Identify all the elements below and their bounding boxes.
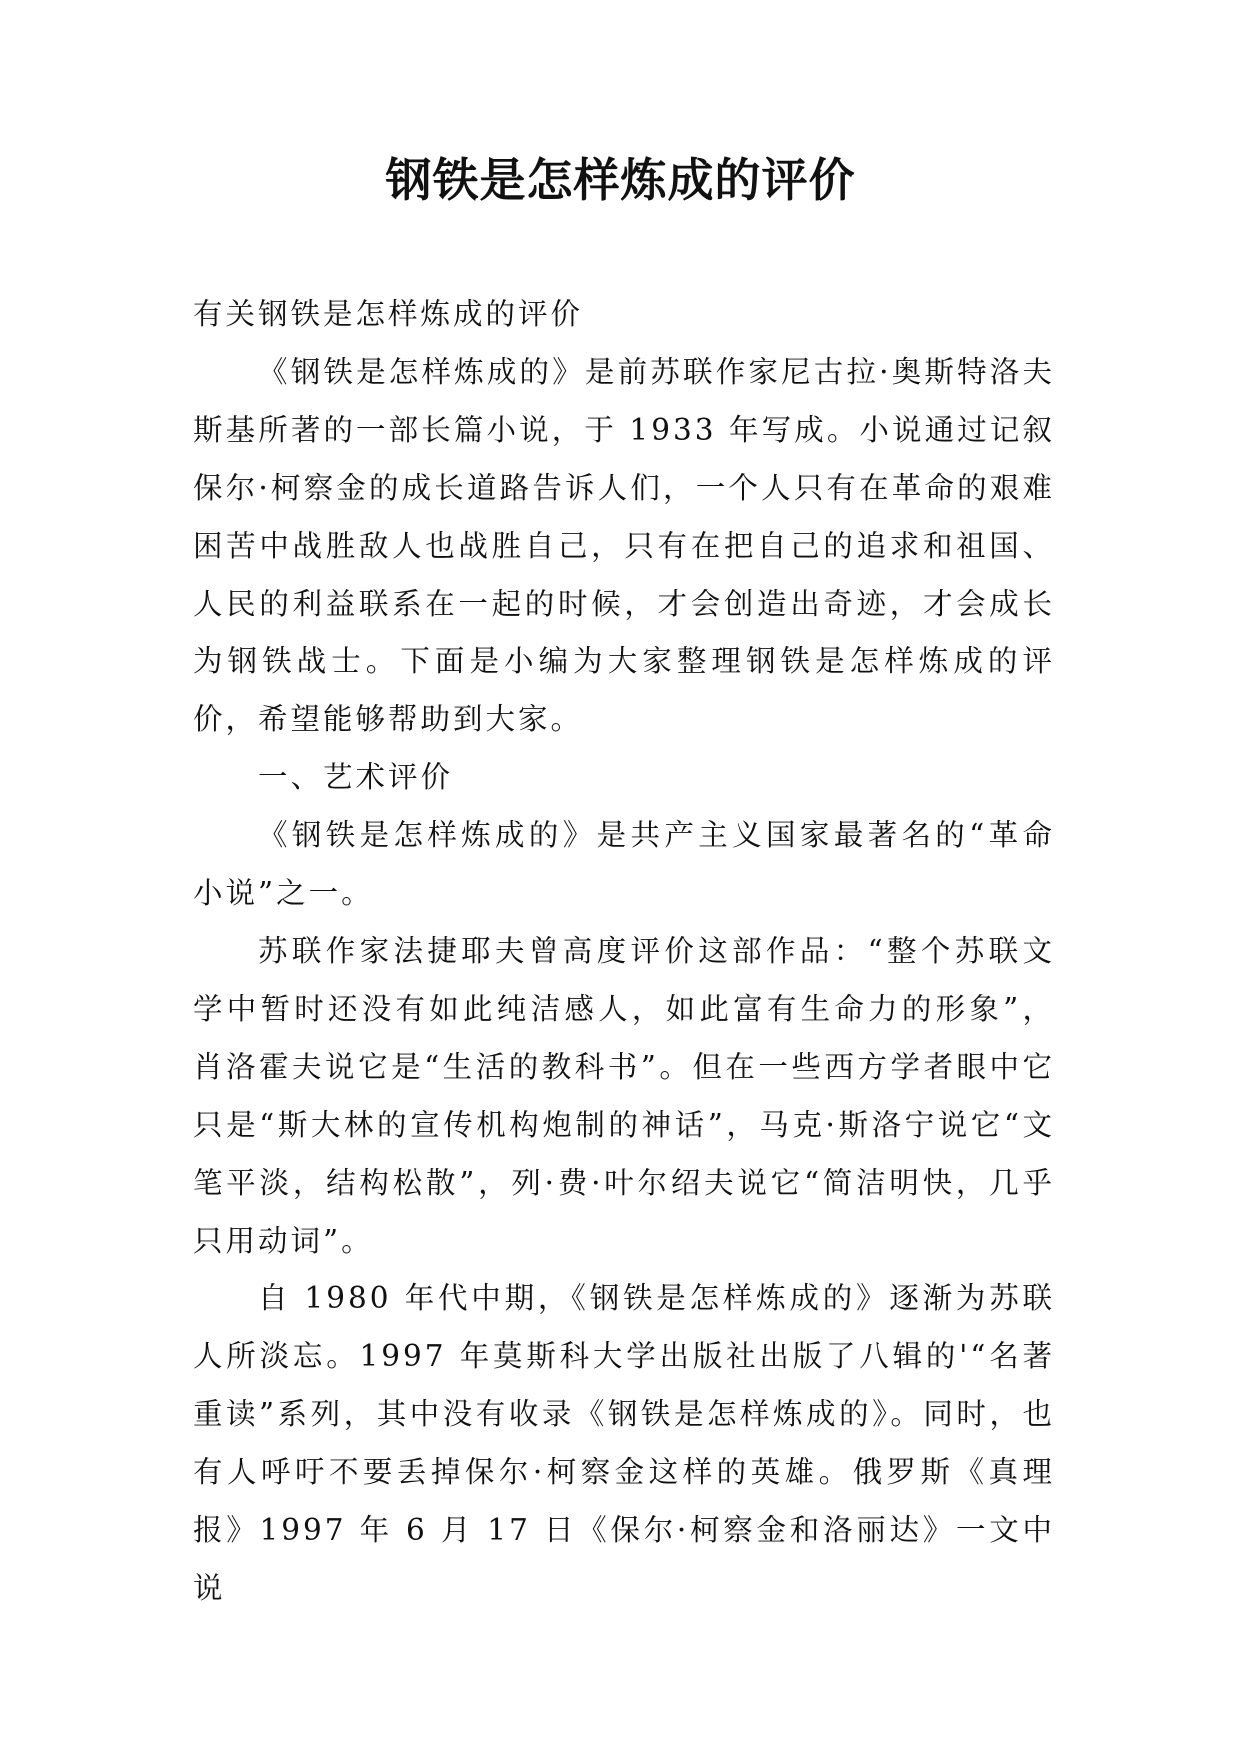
body-paragraph: 自 1980 年代中期，《钢铁是怎样炼成的》逐渐为苏联人所淡忘。1997 年莫斯科大学出版社出版了八辑的'“名著重读”系列，其中没有收录《钢铁是怎样炼成的》。同时，也有人呼吁不要丢掉保尔·柯察金这样的英雄。俄罗斯《真理报》1997 年 6 月 17 日《保尔·柯察金和洛丽达》一文中说 [193, 1281, 1055, 1605]
body-paragraph: 《钢铁是怎样炼成的》是共产主义国家最著名的“革命小说”之一。 [193, 818, 1055, 911]
body-paragraph: 苏联作家法捷耶夫曾高度评价这部作品：“整个苏联文学中暂时还没有如此纯洁感人，如此富有生命力的形象”，肖洛霍夫说它是“生活的教科书”。但在一些西方学者眼中它只是“斯大林的宣传机构炮制的神话”，马克·斯洛宁说它“文笔平淡，结构松散”，列·费·叶尔绍夫说它“简洁明快，几乎只用动词”。 [193, 933, 1055, 1258]
section-heading-art-evaluation: 一、艺术评价 [258, 760, 454, 795]
document-title: 钢铁是怎样炼成的评价 [385, 153, 856, 207]
intro-paragraph: 《钢铁是怎样炼成的》是前苏联作家尼古拉·奥斯特洛夫斯基所著的一部长篇小说，于 1933 年写成。小说通过记叙保尔·柯察金的成长道路告诉人们，一个人只有在革命的艰难困苦中战胜敌人也战胜自己，只有在把自己的追求和祖国、人民的利益联系在一起的时候，才会创造出奇迹，才会成长为钢铁战士。下面是小编为大家整理钢铁是怎样炼成的评价，希望能够帮助到大家。 [193, 354, 1055, 737]
subtitle-line: 有关钢铁是怎样炼成的评价 [193, 297, 584, 331]
document-body [193, 286, 1055, 1618]
